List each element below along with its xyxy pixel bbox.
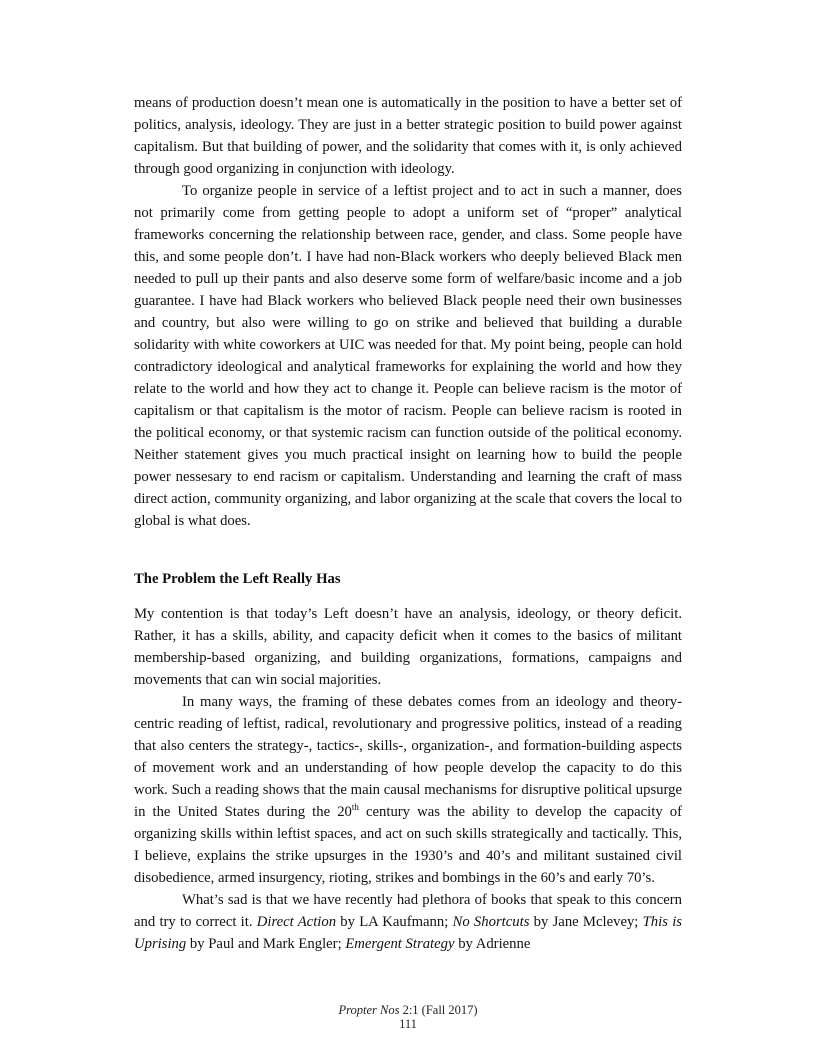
paragraph-5-text-d: by Paul and Mark Engler; xyxy=(186,936,346,952)
page-number: 111 xyxy=(399,1017,417,1031)
section-heading: The Problem the Left Really Has xyxy=(134,571,341,587)
paragraph-2: To organize people in service of a leftist project and to act in such a manner, does not primarily come from getting people to adopt a uniform set of “proper” analytical frameworks concerning the relationship between race, gender, and class. Some people have this, and some people don’t. I have had non-Black workers who deeply believed Black men needed to pull up their pants and also deserve some form of welfare/basic income and a job guarantee. I have had Black workers who believed Black people need their own businesses and country, but also were willing to go on strike and believed that building a durable solidarity with white coworkers at UIC was needed for that. My point being, people can hold contradictory ideological and analytical frameworks for explaining the world and how they relate to the world and how they act to change it. People can believe racism is the motor of capitalism or that capitalism is the motor of racism. People can believe racism is rooted in the political economy, or that systemic racism can function outside of the political economy. Neither statement gives you much practical insight on learning how to build the people power nessesary to end racism or capitalism. Understanding and learning the craft of mass direct action, community organizing, and labor organizing at the scale that covers the local to global is what does. xyxy=(134,183,682,529)
paragraph-5-text-b: by LA Kaufmann; xyxy=(336,914,453,930)
paragraph-3: My contention is that today’s Left doesn’t have an analysis, ideology, or theory deficit. Rather, it has a skills, ability, and capacity deficit when it comes to the basics of militant membership-based organizing, and building organizations, formations, campaigns and movements that can win social majorities. xyxy=(134,606,682,688)
paragraph-5-text-e: by Adrienne xyxy=(454,936,531,952)
paragraph-5 xyxy=(134,889,682,955)
superscript-th: th xyxy=(351,802,359,812)
footer-citation xyxy=(0,1003,816,1017)
paragraph-5-text-a: What’s sad is that we have recently had plethora of books that speak to this concern and try to correct it. xyxy=(134,892,682,930)
book-title-emergent-strategy: Emergent Strategy xyxy=(345,936,455,952)
paragraph-4-text-b: century was the ability to develop the capacity of organizing skills within leftist spaces, and act on such skills strategically and tactically. This, I believe, explains the strike upsurges in the 1930’s and 40’s and militant sustained civil disobedience, armed insurgency, rioting, strikes and bombings in the 60’s and early 70’s. xyxy=(134,804,682,886)
journal-name: Propter Nos xyxy=(338,1003,400,1017)
paragraph-5-text-c: by Jane Mclevey; xyxy=(529,914,643,930)
paragraph-4-text-a: In many ways, the framing of these debates comes from an ideology and theory-centric reading of leftist, radical, revolutionary and progressive politics, instead of a reading that also centers the strategy-, tactics-, skills-, organization-, and formation-building aspects of movement work and an understanding of how people develop the capacity to do this work. Such a reading shows that the main causal mechanisms for disruptive political upsurge in the United States during the 20 xyxy=(134,694,682,820)
book-title-this-is-uprising: This is Uprising xyxy=(134,914,682,952)
journal-issue: 2:1 (Fall 2017) xyxy=(399,1003,478,1017)
paragraph-4 xyxy=(134,691,682,889)
book-title-no-shortcuts: No Shortcuts xyxy=(452,914,530,930)
paragraph-1: means of production doesn’t mean one is automatically in the position to have a better set of politics, analysis, ideology. They are just in a better strategic position to build power against capitalism. But that building of power, and the solidarity that comes with it, is only achieved through good organizing in conjunction with ideology. xyxy=(134,95,682,177)
book-title-direct-action: Direct Action xyxy=(256,914,337,930)
page-content xyxy=(134,92,682,955)
